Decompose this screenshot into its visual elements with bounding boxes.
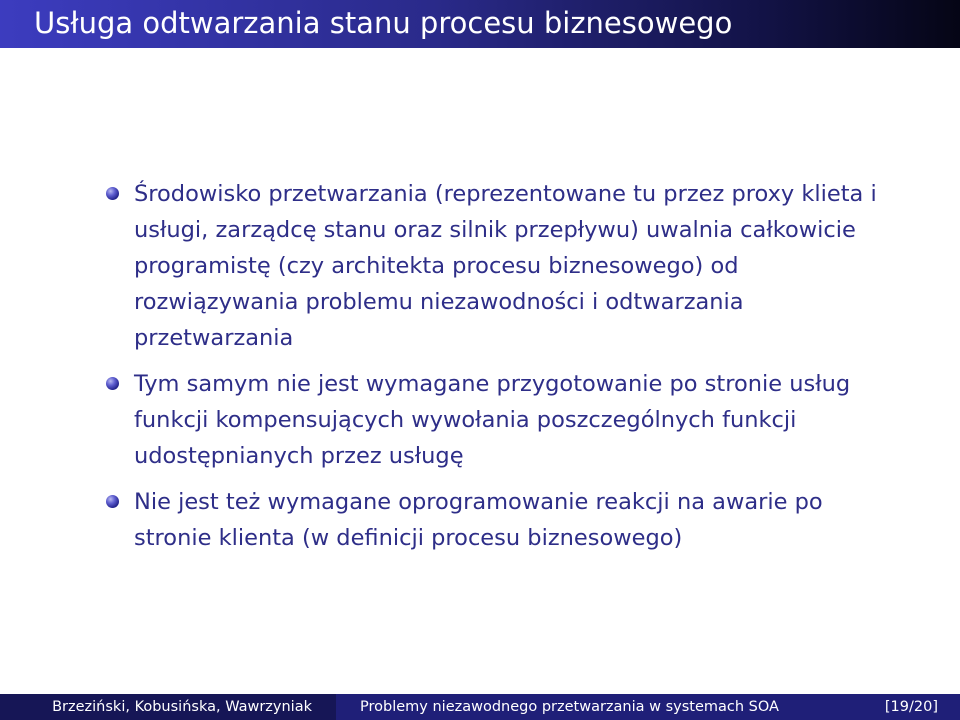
bullet-text: Środowisko przetwarzania (reprezentowane tu przez proxy klieta i usługi, zarządcę stanu oraz silnik przepływu) uwalnia całkowicie programistę (czy architekta procesu biznesowego) od rozwiązywania problemu niezawodności i odtwarzania przetwarzania <box>134 181 877 351</box>
bullet-text: Nie jest też wymagane oprogramowanie reakcji na awarie po stronie klienta (w definicji procesu biznesowego) <box>134 489 823 551</box>
bullet-text: Tym samym nie jest wymagane przygotowanie po stronie usług funkcji kompensujących wywołania poszczególnych funkcji udostępnianych przez usługę <box>134 371 851 469</box>
footer-authors: Brzeziński, Kobusińska, Wawrzyniak <box>0 694 336 720</box>
list-item <box>106 366 896 474</box>
list-item <box>106 484 896 556</box>
title-bar <box>0 0 960 48</box>
footer-talk-bar <box>336 694 960 720</box>
bullet-icon <box>106 495 119 508</box>
bullet-list <box>106 176 896 566</box>
bullet-icon <box>106 187 119 200</box>
footer <box>0 694 960 720</box>
slide-title: Usługa odtwarzania stanu procesu biznesowego <box>34 6 733 40</box>
bullet-icon <box>106 377 119 390</box>
footer-talk-title: Problemy niezawodnego przetwarzania w systemach SOA <box>360 699 779 715</box>
page-number: [19/20] <box>884 699 938 715</box>
list-item <box>106 176 896 356</box>
